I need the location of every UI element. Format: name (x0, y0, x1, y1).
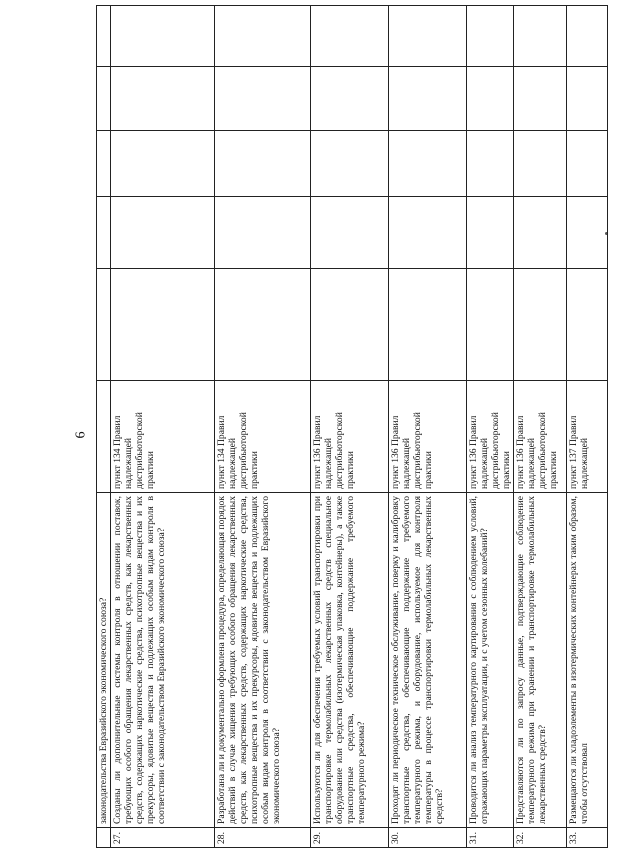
table-row (311, 6, 389, 848)
table-row (514, 6, 567, 848)
row-number: 33. (567, 828, 608, 848)
checklist-rows (97, 6, 608, 848)
row-number: 30. (389, 828, 467, 848)
page-number: 6 (73, 431, 89, 439)
answer-cell (467, 131, 514, 197)
row-question: Разработана ли и документально оформлена процедура, определяющая порядок действий в случае хищения требующих особого обращения лекарственных средств, как лекарственных средств, содержащих наркотические средства, психотропные вещества и их прекурсоры, ядовитые вещества и подлежащих особым видам контроля в соответствии с законодательством Евразийского экономического союза? (215, 493, 311, 828)
answer-cell (311, 131, 389, 197)
row-question: Созданы ли дополнительные системы контроля в отношении поставок, требующих особого обращения лекарственных средств, как лекарственных средств, содержащих наркотические средства, психотропные вещества и их прекурсоры, ядовитые вещества и подлежащих особым видам контроля в соответствии с законодательством Евразийского экономического союза? (111, 493, 215, 828)
answer-cell (514, 6, 567, 67)
table-row (567, 6, 608, 848)
row-reference: пункт 137 Правил надлежащей (567, 381, 608, 493)
answer-cell (467, 197, 514, 269)
answer-cell (567, 6, 608, 67)
row-number: 32. (514, 828, 567, 848)
answer-cell (111, 6, 215, 67)
table-row (215, 6, 311, 848)
row-reference: пункт 136 Правил надлежащей дистрибьюторской практики (389, 381, 467, 493)
answer-cell (389, 67, 467, 131)
answer-cell (389, 6, 467, 67)
table-row (111, 6, 215, 848)
answer-cell (215, 6, 311, 67)
row-question: законодательства Евразийского экономического союза? (97, 493, 111, 828)
answer-cell (567, 67, 608, 131)
answer-cell (97, 67, 111, 131)
answer-cell (97, 269, 111, 381)
row-reference: пункт 136 Правил надлежащей дистрибьюторской практики (514, 381, 567, 493)
answer-cell (467, 6, 514, 67)
answer-cell (567, 197, 608, 269)
answer-cell (215, 67, 311, 131)
row-question: Проводится ли анализ температурного картирования с соблюдением условий, отражающих параметры эксплуатации, и с учетом сезонных колебаний? (467, 493, 514, 828)
answer-cell (467, 269, 514, 381)
answer-cell (111, 197, 215, 269)
row-reference (97, 381, 111, 493)
row-question: Используются ли для обеспечения требуемых условий транспортировки при транспортировке термолабильных лекарственных средств специальное оборудование или средства (изотермическая упаковка, контейнеры), а также транспортные средства, обеспечивающие поддержание требуемого температурного режима? (311, 493, 389, 828)
answer-cell (97, 6, 111, 67)
row-reference: пункт 136 Правил надлежащей дистрибьюторской практики (467, 381, 514, 493)
answer-cell (389, 131, 467, 197)
answer-cell (311, 197, 389, 269)
checklist-sheet (96, 6, 598, 848)
row-reference: пункт 134 Правил надлежащей дистрибьюторской практики (215, 381, 311, 493)
answer-cell (389, 269, 467, 381)
answer-cell (514, 131, 567, 197)
answer-cell (215, 269, 311, 381)
answer-cell (567, 131, 608, 197)
answer-cell (514, 197, 567, 269)
row-question: Представляются ли по запросу данные, подтверждающие соблюдение температурного режима при хранении и транспортировке термолабильных лекарственных средств? (514, 493, 567, 828)
table-row (97, 6, 111, 848)
checklist-table (96, 5, 608, 848)
answer-cell (567, 269, 608, 381)
row-number: 29. (311, 828, 389, 848)
answer-cell (111, 67, 215, 131)
row-number: 31. (467, 828, 514, 848)
answer-cell (467, 67, 514, 131)
answer-cell (97, 197, 111, 269)
row-number: 27. (111, 828, 215, 848)
answer-cell (311, 269, 389, 381)
answer-cell (97, 131, 111, 197)
answer-cell (215, 197, 311, 269)
row-question: Размещаются ли хладоэлементы в изотермических контейнерах таким образом, чтобы отсутствовал (567, 493, 608, 828)
table-row (389, 6, 467, 848)
answer-cell (514, 67, 567, 131)
answer-cell (311, 67, 389, 131)
row-number: 28. (215, 828, 311, 848)
row-question: Проходят ли периодическое техническое обслуживание, поверку и калибровку транспортные средства, обеспечивающие поддержание требуемого температурного режима, и оборудование, используемое для контроля температуры в процессе транспортировки термолабильных лекарственных средств? (389, 493, 467, 828)
row-number (97, 828, 111, 848)
answer-cell (111, 269, 215, 381)
row-reference: пункт 136 Правил надлежащей дистрибьюторской практики (311, 381, 389, 493)
answer-cell (514, 269, 567, 381)
row-reference: пункт 134 Правил надлежащей дистрибьюторской практики (111, 381, 215, 493)
table-row (467, 6, 514, 848)
answer-cell (311, 6, 389, 67)
answer-cell (111, 131, 215, 197)
answer-cell (215, 131, 311, 197)
answer-cell (389, 197, 467, 269)
